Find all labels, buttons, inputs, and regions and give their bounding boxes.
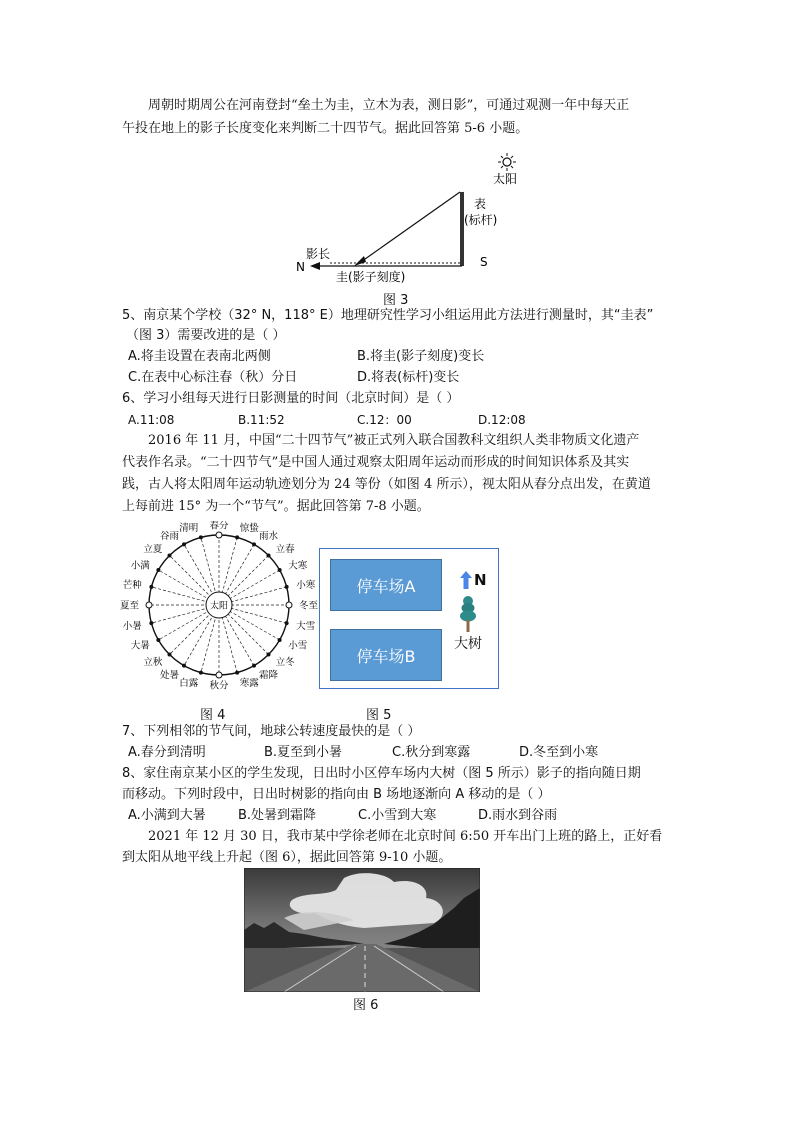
solar-term-label: 小满 (130, 560, 150, 572)
solar-term-dot (278, 568, 282, 572)
figure-5-frame (319, 548, 499, 689)
figure-6-road-photo (244, 868, 480, 992)
solar-term-dot (252, 542, 256, 546)
q8-option-b: B.处暑到霜降 (238, 808, 317, 823)
solar-term-label: 小寒 (296, 579, 316, 591)
solar-term-dot (168, 652, 172, 656)
solar-term-dot (199, 535, 203, 539)
solar-term-dot (266, 652, 270, 656)
figure-3 (290, 150, 530, 290)
solar-term-label: 立春 (275, 543, 295, 555)
solar-term-marker (216, 532, 222, 538)
q5-option-b: B.将圭(影子刻度)变长 (357, 349, 485, 364)
solar-term-label: 立秋 (143, 657, 163, 669)
intro3-line2: 到太阳从地平线上升起（图 6），据此回答第 9-10 小题。 (122, 850, 452, 865)
q5-option-a: A.将圭设置在表南北两侧 (128, 349, 271, 364)
q5-stem-line1: 5、南京某个学校（32° N，118° E）地理研究性学习小组运用此方法进行测量时，其“圭表” (122, 308, 654, 323)
tree-label: 大树 (454, 636, 482, 652)
parking-lot-a-label: 停车场A (356, 576, 416, 596)
gui-label: 圭(影子刻度) (336, 270, 406, 284)
figure-4-solar-terms-wheel (112, 521, 332, 701)
q7-stem: 7、下列相邻的节气间，地球公转速度最快的是（ ） (122, 724, 421, 739)
solar-term-dot (182, 542, 186, 546)
q8-option-d: D.雨水到谷雨 (478, 808, 558, 823)
q8-option-a: A.小满到大暑 (128, 808, 206, 823)
solar-term-label: 惊蛰 (239, 523, 259, 535)
solar-term-label: 小暑 (122, 621, 142, 633)
solar-term-dot (156, 568, 160, 572)
shadow-label: 影长 (306, 247, 331, 261)
figure-4-caption: 图 4 (200, 708, 226, 723)
north-label: N (296, 260, 305, 274)
solar-term-dot (156, 638, 160, 642)
intro2-line3: 践，古人将太阳周年运动轨迹划分为 24 等份（如图 4 所示），视太阳从春分点出发，在黄道 (122, 477, 651, 492)
solar-term-dot (235, 535, 239, 539)
figure-6-caption: 图 6 (353, 998, 379, 1013)
q7-option-b: B.夏至到小暑 (264, 745, 343, 760)
solar-term-label: 春分 (209, 521, 229, 532)
solar-term-dot (278, 638, 282, 642)
tree-icon (459, 595, 477, 633)
solar-term-dot (235, 671, 239, 675)
solar-term-label: 雨水 (259, 531, 279, 543)
intro1-line2: 午投在地上的影子长度变化来判断二十四节气。据此回答第 5-6 小题。 (122, 121, 529, 136)
solar-term-label: 谷雨 (159, 531, 179, 543)
q6-option-c: C.12：00 (357, 413, 412, 427)
solar-term-label: 大雪 (296, 621, 316, 633)
solar-term-dot (199, 671, 203, 675)
solar-term-label: 霜降 (259, 669, 279, 681)
solar-term-label: 白露 (179, 677, 199, 689)
q7-option-c: C.秋分到寒露 (392, 745, 471, 760)
parking-lot-b (330, 629, 442, 681)
sun-ray (358, 192, 460, 264)
intro2-line2: 代表作名录。“二十四节气”是中国人通过观察太阳周年运动而形成的时间知识体系及其实 (122, 455, 630, 470)
q6-option-a: A.11:08 (128, 413, 175, 427)
intro2-line4: 上每前进 15° 为一个“节气”。据此回答第 7-8 小题。 (122, 499, 430, 514)
solar-term-marker (216, 672, 222, 678)
gnomon-label-2: (标杆) (464, 213, 498, 227)
figure-3-caption: 图 3 (383, 293, 409, 308)
q5-option-c: C.在表中心标注春（秋）分日 (128, 370, 298, 385)
solar-term-marker (286, 602, 292, 608)
solar-term-label: 立冬 (275, 657, 295, 669)
solar-term-label: 芒种 (122, 579, 142, 591)
sun-icon (498, 153, 516, 171)
figure-5-caption: 图 5 (366, 708, 392, 723)
q5-stem-line2: （图 3）需要改进的是（ ） (126, 328, 286, 343)
solar-term-label: 夏至 (119, 600, 139, 612)
q8-option-c: C.小雪到大寒 (358, 808, 437, 823)
intro2-line1: 2016 年 11 月，中国“二十四节气”被正式列入联合国教科文组织人类非物质文化遗产 (148, 433, 640, 448)
q6-stem: 6、学习小组每天进行日影测量的时间（北京时间）是（ ） (122, 391, 460, 406)
south-label: S (480, 255, 488, 269)
solar-term-label: 大暑 (130, 640, 150, 652)
solar-term-dot (168, 554, 172, 558)
solar-term-dot (285, 621, 289, 625)
q8-stem-line2: 而移动。下列时段中，日出时树影的指向由 B 场地逐渐向 A 移动的是（ ） (122, 787, 551, 802)
solar-term-label: 立夏 (143, 543, 163, 555)
parking-lot-b-label: 停车场B (356, 646, 416, 666)
q7-option-a: A.春分到清明 (128, 745, 206, 760)
solar-term-label: 寒露 (239, 677, 259, 689)
solar-term-label: 处暑 (159, 669, 179, 681)
q5-option-d: D.将表(标杆)变长 (357, 370, 460, 385)
north-label: N (474, 571, 487, 589)
solar-term-dot (252, 664, 256, 668)
q8-stem-line1: 8、家住南京某小区的学生发现，日出时小区停车场内大树（图 5 所示）影子的指向随日期 (122, 766, 641, 781)
solar-term-dot (182, 664, 186, 668)
north-arrow-icon (460, 571, 472, 589)
solar-term-marker (146, 602, 152, 608)
q6-option-d: D.12:08 (478, 413, 526, 427)
sun-label: 太阳 (493, 172, 518, 186)
gnomon-pole (460, 192, 464, 266)
intro3-line1: 2021 年 12 月 30 日，我市某中学徐老师在北京时间 6:50 开车出门上班的路上，正好看 (148, 829, 663, 844)
sun-center-label: 太阳 (209, 601, 229, 612)
solar-term-dot (149, 585, 153, 589)
solar-term-dot (266, 554, 270, 558)
q6-option-b: B.11:52 (238, 413, 285, 427)
solar-term-label: 小雪 (288, 640, 308, 652)
solar-term-dot (285, 585, 289, 589)
solar-term-label: 冬至 (299, 600, 319, 612)
intro1-line1: 周朝时期周公在河南登封“垒土为圭，立木为表，测日影”，可通过观测一年中每天正 (148, 98, 630, 113)
solar-term-dot (149, 621, 153, 625)
gnomon-label-1: 表 (474, 197, 487, 211)
parking-lot-a (330, 559, 442, 611)
q7-option-d: D.冬至到小寒 (519, 745, 599, 760)
solar-term-label: 秋分 (209, 680, 229, 692)
solar-term-label: 大寒 (288, 560, 308, 572)
solar-term-label: 清明 (179, 523, 199, 535)
